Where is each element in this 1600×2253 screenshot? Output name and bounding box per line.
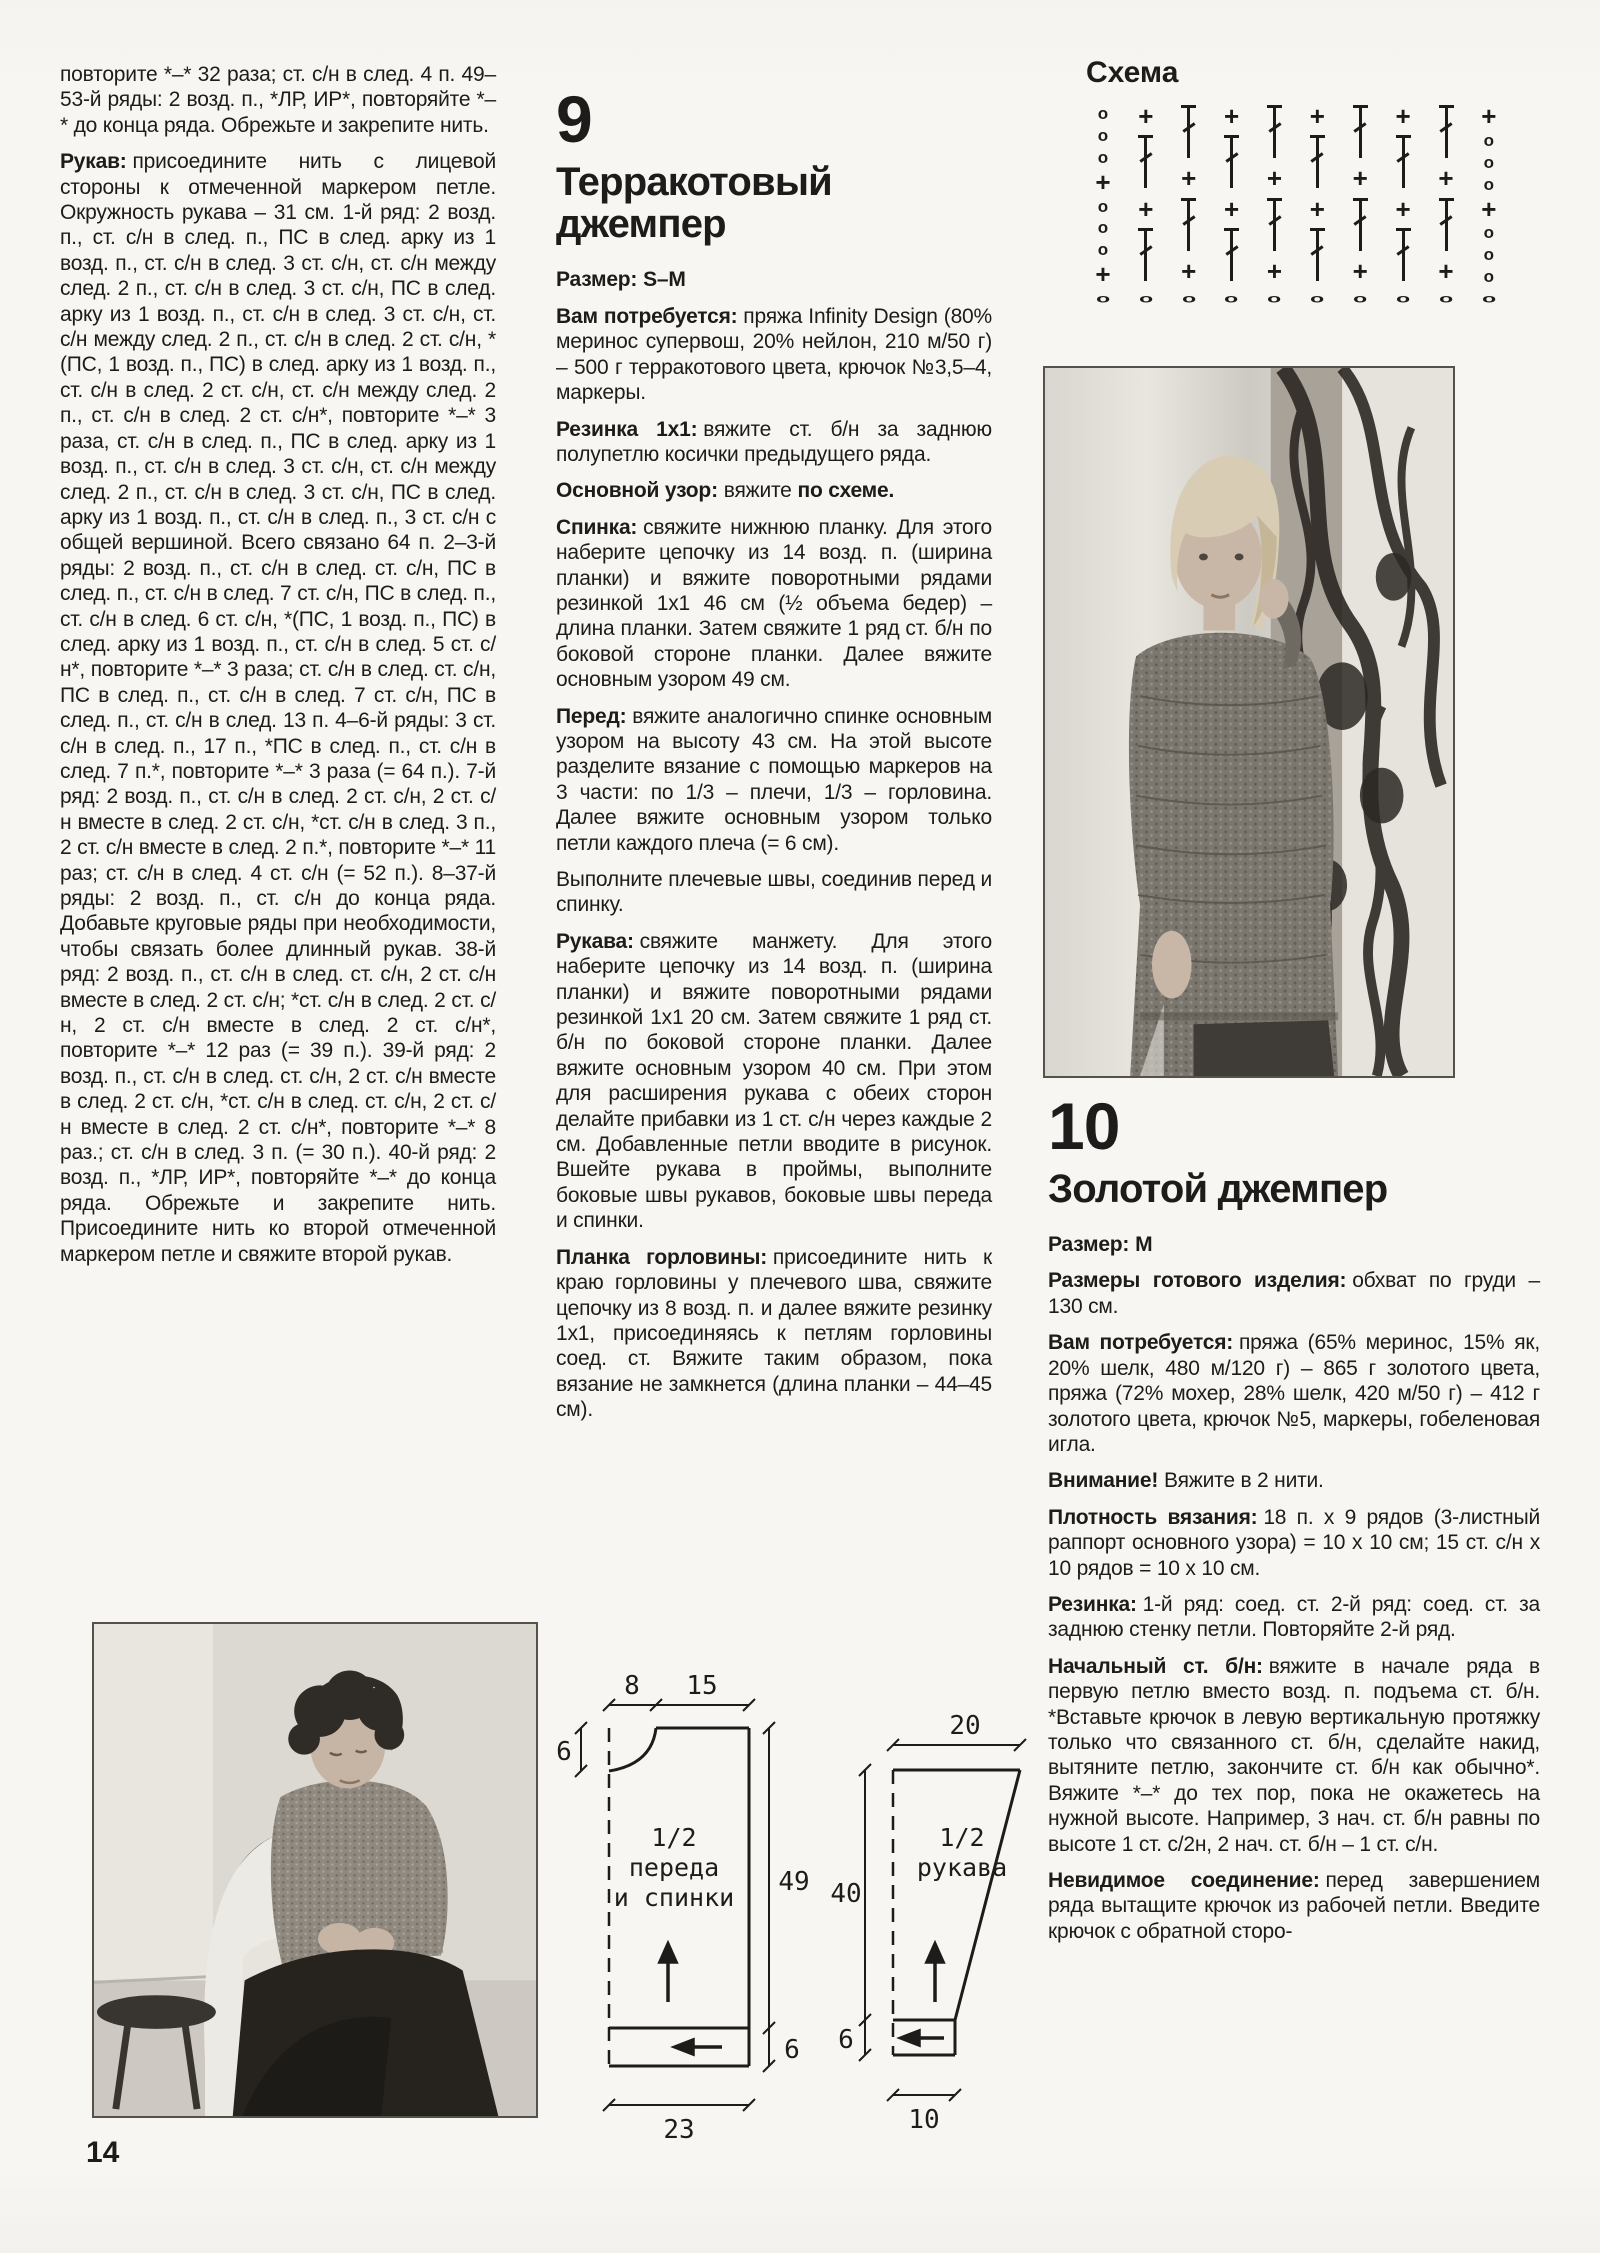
chain-symbol: о (1224, 291, 1239, 306)
single-crochet-symbol: + (1266, 255, 1283, 286)
chain-symbol: о (1481, 291, 1496, 306)
materials-line: Вам потребуется: пряжа Infinity Design (80% меринос супервош, 20% нейлон, 210 м/50 г) – 500 г терракотового цвета, крючок №3,5–4, маркеры. (556, 304, 992, 405)
chain-symbol: о (1483, 130, 1495, 150)
dim-sleeve-width: 10 (908, 2105, 940, 2135)
paragraph-sleeve: Рукав: присоедините нить с лицевой стороны к отмеченной маркером петле. Окружность рукава – 31 см. 1-й ряд: 2 возд. п., ст. с/н в след. п., ПС в след. арку из 1 возд. п., ст. с/н в след. 3 ст. с/н, ст. с/н между след. 2 п., ст. с/н в след. 3 ст. с/н, ПС в след. арку из 1 возд. п., ст. с/н в след. 3 ст. с/н, ст. с/н между след. 2 п., ст. с/н в след. 2 ст. с/н, *(ПС, 1 возд. п., ПС) в след. арку из 1 возд. п., ст. с/н в след. 2 ст. с/н, ст. с/н между след. 2 п., ст. с/н в след. 2 ст. с/н*, повторите *–* 3 раза, ст. с/н в след. п., ПС в след. арку из 1 возд. п., ст. с/н в след. 3 ст. с/н, ст. с/н между след. 2 п., ст. с/н в след. 3 ст. с/н, ПС в след. арку из 1 возд. п., ст. с/н в след. п., 3 ст. с/н с общей вершиной. Всего связано 64 п. 2–3-й ряды: 2 возд. п., ст. с/н в след. ст. с/н, ПС в след. п., ст. с/н в след. 7 ст. с/н, ПС в след. п., ст. с/н в след. 6 ст. с/н, *(ПС, 1 возд. п., ПС) в след. арку из 1 возд. п., ст. с/н в след. 5 ст. с/н*, повторите *–* 3 раза; ст. с/н в след. ст. с/н, ПС в след. п., ст. с/н в след. 7 ст. с/н, ПС в след. п., ст. с/н в след. 13 п. 4–6-й ряды: 3 ст. с/н в след. п., 17 п., *ПС в след. п., ст. с/н в след. 7 п.*, повторите *–* 3 раза (= 64 п.). 7-й ряд: 2 возд. п., ст. с/н в след. 2 ст. с/н, 2 ст. с/н вместе в след. 2 ст. с/н, *ст. с/н в след. 3 п., 2 ст. с/н вместе в след. 2 п.*, повторите *–* 11 раз; ст. с/н в след. 4 ст. с/н (= 52 п.). 8–37-й ряды: 2 возд. п., ст. с/н до конца ряда. Добавьте круговые ряды при необходимости, чтобы связать более длинный рукав. 38-й ряд: 2 возд. п., ст. с/н в след. ст. с/н, 2 ст. с/н вместе в след. 2 ст. с/н; *ст. с/н в след. 2 ст. с/н, 2 ст. с/н вместе в след. 2 ст. с/н*, повторите *–* 12 раз (= 39 п.). 39-й ряд: 2 возд. п., ст. с/н в след. ст. с/н, 2 ст. с/н вместе в след. 2 ст. с/н, *ст. с/н в след. ст. с/н, 2 ст. с/н вместе в след. 2 ст. с/н*, повторите *–* 8 раз.; ст. с/н в след. 3 п. (= 30 п.). 40-й ряд: 2 возд. п., *ЛР, ИР*, повторяйте *–* до конца ряда. Обрежьте и закрепите нить. Присоедините нить ко второй отмеченной маркером петле и свяжите второй рукав. (60, 150, 496, 1266)
double-crochet-symbol (1187, 199, 1190, 251)
schema-heading: Схема (1086, 56, 1179, 89)
schema-chart-column (1172, 106, 1206, 306)
sleeve-schematic-svg (830, 1650, 1040, 2150)
double-crochet-symbol (1359, 106, 1362, 158)
double-crochet-symbol (1445, 199, 1448, 251)
schema-chart-column (1472, 101, 1506, 306)
double-crochet-symbol (1187, 106, 1190, 158)
body-label-2: переда (628, 1853, 720, 1882)
dim-body-height: 49 (778, 1867, 810, 1897)
chain-symbol: о (1353, 291, 1368, 306)
photo-seated-art (94, 1624, 536, 2116)
schema-chart-column (1215, 101, 1249, 306)
single-crochet-symbol: + (1481, 101, 1497, 131)
pattern-title-gold: Золотой джемпер (1048, 1166, 1388, 1211)
single-crochet-symbol: + (1095, 259, 1111, 290)
sleeve-schematic-diagram (830, 1650, 1040, 2150)
double-crochet-symbol (1445, 106, 1448, 158)
single-crochet-symbol: + (1309, 193, 1325, 224)
single-crochet-symbol: + (1438, 163, 1454, 194)
invisible-join-line: Невидимое соединение: перед завершением ряда вытащите крючок из рабочей петли. Введите крючок с обратной сторо- (1048, 1869, 1540, 1943)
chain-symbol: о (1267, 291, 1282, 306)
chain-symbol: о (1097, 104, 1109, 123)
attention-line: Внимание! Вяжите в 2 нити. (1048, 1469, 1324, 1493)
photo-standing-art (1045, 368, 1453, 1076)
chain-symbol: о (1483, 223, 1495, 243)
double-crochet-symbol (1316, 136, 1319, 188)
sleeve-label-1: 1/2 (939, 1823, 985, 1852)
schema-chart-column (1429, 106, 1463, 306)
chain-symbol: о (1483, 267, 1495, 287)
schema-chart-column (1258, 106, 1292, 306)
sleeve-label-2: рукава (916, 1853, 1008, 1882)
single-crochet-symbol: + (1395, 101, 1411, 131)
chain-symbol: о (1138, 291, 1153, 306)
body-schematic-svg (556, 1650, 826, 2150)
paragraph: повторите *–* 32 раза; ст. с/н в след. 4 п. 49–53-й ряды: 2 возд. п., *ЛР, ИР*, повторяйте *–* до конца ряда. Обрежьте и закрепите нить. (60, 63, 496, 137)
single-crochet-symbol: + (1138, 193, 1154, 224)
double-crochet-symbol (1359, 199, 1362, 251)
single-crochet-symbol: + (1309, 101, 1325, 131)
single-crochet-symbol: + (1181, 163, 1197, 194)
double-crochet-symbol (1316, 229, 1319, 281)
left-column (60, 62, 496, 1278)
chain-symbol: о (1483, 152, 1495, 172)
single-crochet-symbol: + (1395, 193, 1411, 224)
single-crochet-symbol: + (1224, 193, 1240, 224)
double-crochet-symbol (1402, 136, 1405, 188)
sleeves-line: Рукава: свяжите манжету. Для этого наберите цепочку из 14 возд. п. (ширина планки) и вяжите поворотными рядами резинкой 1х1 20 см. Затем свяжите 1 ряд ст. б/н по боковой стороне планки. Далее вяжите основным узором 40 см. При этом для расширения рукава с обеих сторон делайте прибавки из 1 ст. с/н через каждые 2 см. Добавленные петли вводите в рисунок. Вшейте рукава в проймы, выполните боковые швы рукавов, боковые швы переда и спинки. (556, 929, 992, 1233)
dim-body-band: 6 (784, 2035, 800, 2065)
dim-shoulder: 15 (686, 1671, 718, 1701)
chain-symbol: о (1483, 174, 1495, 194)
dim-sleeve-cuff: 6 (838, 2025, 854, 2055)
chain-symbol: о (1310, 291, 1325, 306)
body-schematic-diagram (556, 1650, 826, 2150)
dim-body-width: 23 (663, 2115, 695, 2145)
pattern-title-terracotta: Терракотовый джемпер (556, 159, 832, 247)
schema-chart-column (1086, 106, 1120, 306)
dim-neck-depth: 6 (556, 1737, 572, 1767)
finished-size-line: Размеры готового изделия: обхват по груди – 130 см. (1048, 1269, 1540, 1318)
schema-chart-column (1129, 101, 1163, 306)
pattern-number-10: 10 (1048, 1089, 1120, 1163)
pattern-number-9: 9 (556, 82, 592, 156)
body-label-1: 1/2 (651, 1823, 697, 1852)
chain-symbol: о (1483, 245, 1495, 265)
double-crochet-symbol (1230, 136, 1233, 188)
photo-standing-model (1043, 366, 1455, 1078)
chain-symbol: о (1097, 218, 1109, 238)
back-line: Спинка: свяжите нижнюю планку. Для этого наберите цепочку из 14 возд. п. (ширина планки) и вяжите поворотными рядами резинкой 1х1 46 см (½ объема бедер) – длина планки. Затем свяжите 1 ряд ст. б/н по боковой стороне планки. Далее вяжите основным узором 49 см. (556, 515, 992, 692)
dim-neck-width: 8 (624, 1671, 640, 1701)
schema-chart-column (1386, 101, 1420, 306)
schema-chart (1086, 101, 1506, 306)
single-crochet-symbol: + (1352, 163, 1368, 194)
chain-symbol: о (1438, 291, 1454, 306)
schema-chart-column (1300, 101, 1334, 306)
starting-sc-line: Начальный ст. б/н: вяжите в начале ряда в первую петлю вместо возд. п. подъема ст. б/н. *Вставьте крючок в левую вертикальную протяжку только что связанного ст. б/н, сделайте накид, вытяните петлю, закончите ст. б/н как обычно*. Вяжите *–* до тех пор, пока не окажетесь на нужной высоте. Например, 3 нач. ст. б/н равны по высоте 1 ст. с/2н, 2 нач. ст. б/н – 1 ст. с/н. (1048, 1654, 1540, 1856)
single-crochet-symbol: + (1224, 101, 1240, 131)
single-crochet-symbol: + (1352, 255, 1368, 286)
chain-symbol: о (1097, 147, 1109, 167)
right-column (1048, 1089, 1541, 1955)
chain-symbol: о (1181, 291, 1196, 306)
size-line: Размер: М (1048, 1233, 1153, 1257)
double-crochet-symbol (1144, 229, 1147, 281)
single-crochet-symbol: + (1095, 166, 1111, 197)
photo-seated-model (92, 1622, 538, 2118)
main-pattern-line: Основной узор: вяжите по схеме. (556, 479, 895, 503)
double-crochet-symbol (1273, 199, 1276, 251)
front-line: Перед: вяжите аналогично спинке основным узором на высоту 43 см. На этой высоте разделите вязание с помощью маркеров на 3 части: по 1/3 – плечи, 1/3 – горловина. Далее вяжите основным узором только петли каждого плеча (= 6 см). (556, 704, 992, 855)
single-crochet-symbol: + (1138, 101, 1154, 131)
single-crochet-symbol: + (1481, 193, 1497, 224)
chain-symbol: о (1097, 125, 1109, 145)
single-crochet-symbol: + (1181, 255, 1197, 286)
chain-symbol: о (1097, 240, 1109, 260)
dim-sleeve-height: 40 (830, 1879, 862, 1909)
single-crochet-symbol: + (1438, 255, 1454, 286)
schema-chart-column (1343, 106, 1377, 306)
gauge-line: Плотность вязания: 18 п. х 9 рядов (3-листный раппорт основного узора) = 10 х 10 см; 15 ст. с/н х 10 рядов = 10 х 10 см. (1048, 1505, 1540, 1580)
double-crochet-symbol (1402, 229, 1405, 281)
body-label-3: и спинки (613, 1883, 735, 1912)
middle-column (556, 82, 992, 1434)
page-number: 14 (86, 2136, 120, 2169)
shoulder-seams-line: Выполните плечевые швы, соединив перед и спинку. (556, 868, 992, 917)
single-crochet-symbol: + (1266, 163, 1283, 194)
rib-line: Резинка: 1-й ряд: соед. ст. 2-й ряд: соед. ст. за заднюю стенку петли. Повторяйте 2-й ряд. (1048, 1592, 1540, 1642)
double-crochet-symbol (1230, 229, 1233, 281)
double-crochet-symbol (1273, 106, 1276, 158)
rib-line: Резинка 1х1: вяжите ст. б/н за заднюю полупетлю косички предыдущего ряда. (556, 417, 992, 466)
dim-sleeve-top: 20 (949, 1711, 981, 1741)
double-crochet-symbol (1144, 136, 1147, 188)
chain-symbol: о (1095, 291, 1111, 306)
neckband-line: Планка горловины: присоедините нить к краю горловины у плечевого шва, свяжите цепочку из 8 возд. п. и далее вяжите резинку 1х1, присоединяясь к петлям горловины соед. ст. Вяжите таким образом, пока вязание не замкнется (длина планки – 44–45 см). (556, 1245, 992, 1422)
materials-line: Вам потребуется: пряжа (65% меринос, 15% як, 20% шелк, 480 м/120 г) – 865 г золотого цвета, пряжа (72% мохер, 28% шелк, 420 м/50 г) – 412 г золотого цвета, крючок №5, маркеры, гобеленовая игла. (1048, 1331, 1541, 1456)
chain-symbol: о (1396, 291, 1411, 306)
chain-symbol: о (1097, 196, 1109, 216)
size-line: Размер: S–M (556, 268, 686, 292)
